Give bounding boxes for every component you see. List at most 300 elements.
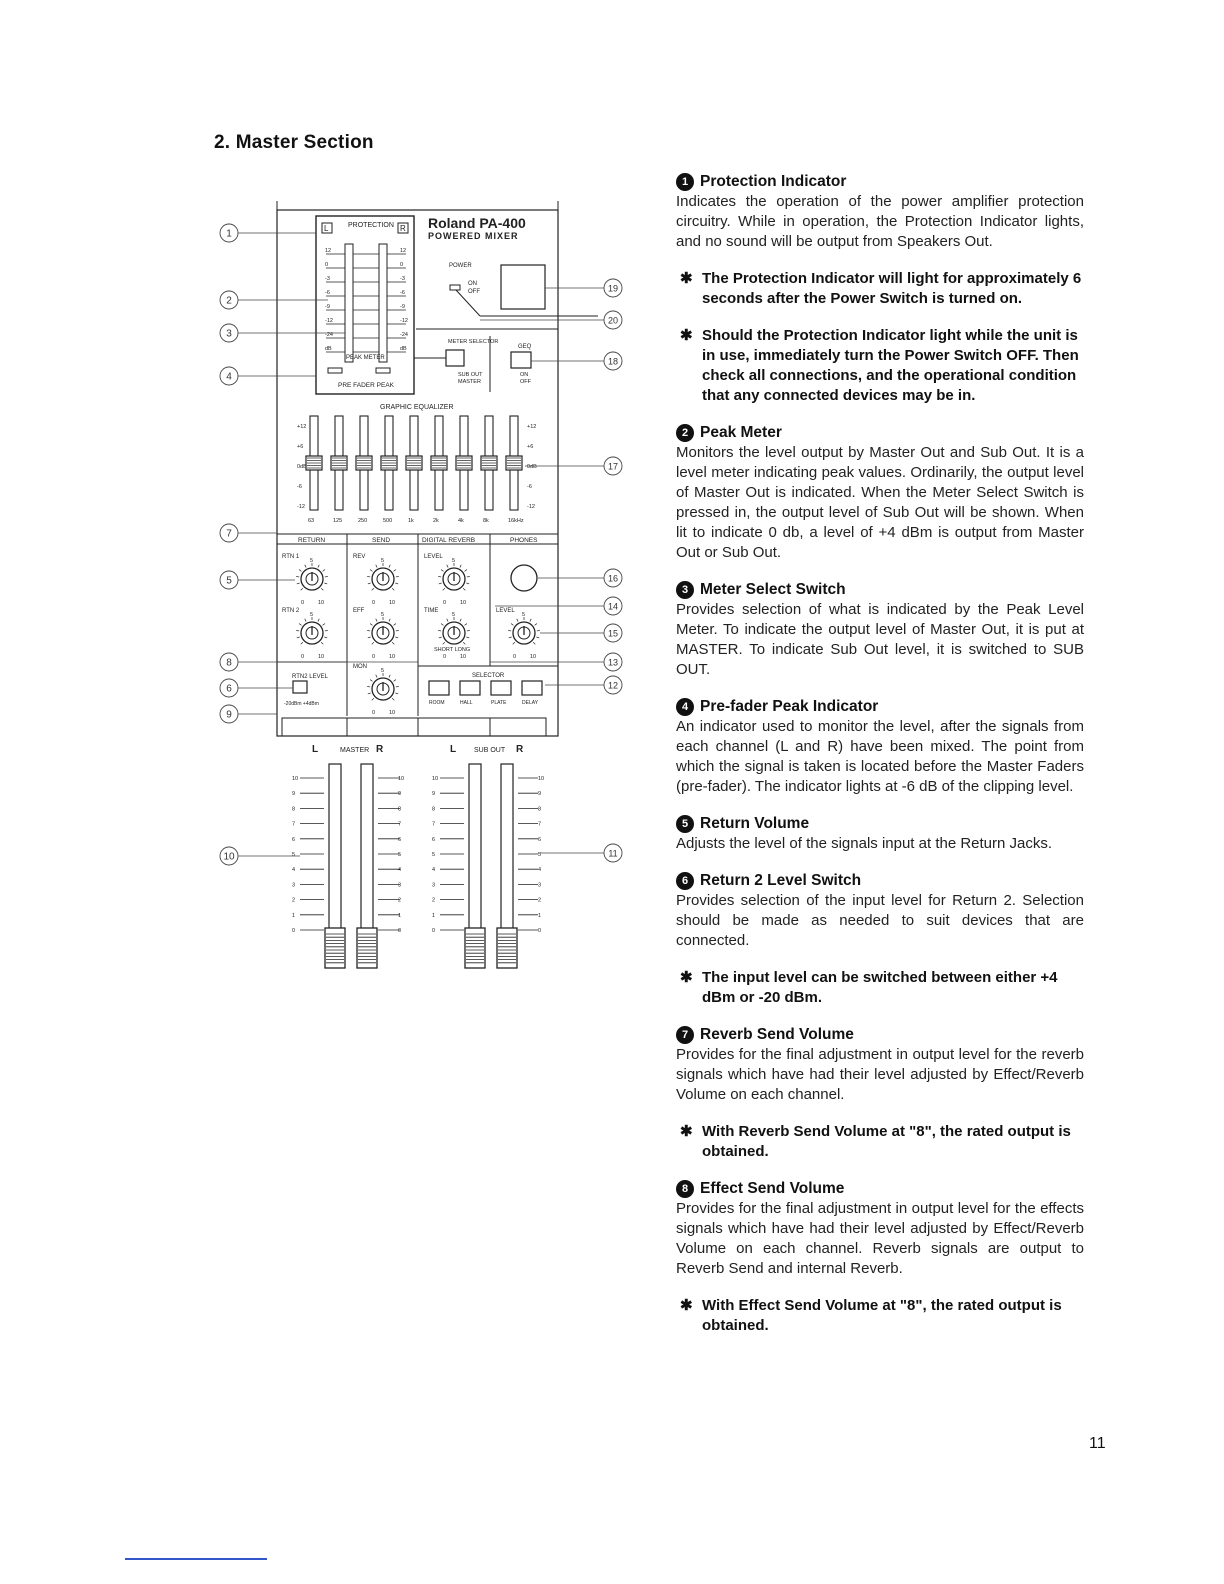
knob-min-label: 0 [443, 600, 447, 606]
meter-scale-label: -6 [325, 290, 330, 296]
section-number-badge: 8 [676, 1180, 694, 1198]
section-note [676, 269, 1084, 309]
knob-tick [376, 619, 377, 622]
selector-button-room[interactable] [429, 681, 449, 695]
knob-tick [370, 680, 372, 682]
callout-number: 8 [226, 657, 232, 669]
knob-min-label: 0 [513, 654, 517, 660]
knob-tick [392, 698, 394, 700]
knob-tick [509, 637, 512, 638]
knob-tick [368, 637, 371, 638]
fader-scale-label: 0 [292, 928, 296, 934]
knob-tick [389, 565, 390, 568]
callout-number: 16 [607, 573, 619, 584]
asterisk-icon: ✱ [680, 969, 693, 986]
fader-scale-label: 10 [398, 776, 405, 782]
knob-max-label: 10 [389, 710, 396, 716]
fader-scale-label: 3 [398, 882, 402, 889]
knob-mid-label: 5 [310, 558, 314, 564]
eq-frequency-label: 4k [458, 518, 464, 524]
knob-tick [297, 583, 300, 584]
section-1 [676, 172, 1084, 252]
knob-tick [318, 619, 319, 622]
meter-scale-label: 12 [400, 248, 407, 254]
note-text: With Reverb Send Volume at "8", the rated output is obtained. [702, 1123, 1071, 1160]
note-text: With Effect Send Volume at "8", the rated output is obtained. [702, 1297, 1062, 1334]
section-note [676, 1122, 1084, 1162]
callout-number: 10 [223, 851, 235, 863]
knob-max-label: 10 [530, 654, 537, 660]
eq-on-text: ON [520, 372, 529, 378]
section-2 [676, 423, 1084, 563]
knob-tick [376, 675, 377, 678]
callout-number: 12 [607, 680, 619, 691]
power-label: POWER [449, 263, 472, 269]
protection-L-text: L [324, 224, 329, 233]
meter-selector-label: METER SELECTOR [448, 339, 499, 345]
knob-tick [513, 642, 515, 644]
send-header: SEND [372, 537, 391, 544]
knob-tick [465, 570, 467, 572]
fader-scale-label: 5 [292, 852, 296, 858]
knob-tick [297, 637, 300, 638]
fader-scale-label: 0 [538, 928, 542, 934]
fader-scale-label: 10 [538, 776, 545, 782]
fader-scale-label: 1 [432, 912, 436, 919]
asterisk-icon: ✱ [680, 1123, 693, 1140]
graphic-eq-label: GRAPHIC EQUALIZER [380, 404, 454, 411]
knob-tick [305, 619, 306, 622]
master-fader-L-track [329, 764, 341, 936]
fader-scale-label: 10 [292, 776, 299, 782]
knob-min-label: 0 [443, 654, 447, 660]
note-text: Should the Protection Indicator light while the unit is in use, immediately turn the Power Switch OFF. Then check all connections, and the operational condition that any connected devices may be in. [702, 327, 1079, 404]
section-6 [676, 871, 1084, 951]
rtn2-level-switch[interactable] [293, 681, 307, 693]
callout-number: 2 [226, 295, 232, 307]
knob-tick [460, 565, 461, 568]
fader-scale-label: 8 [398, 806, 402, 813]
meter-column-R [379, 244, 387, 362]
fader-scale-label: 9 [292, 791, 296, 798]
fader-scale-label: 8 [538, 806, 542, 813]
selector-option-label: PLATE [491, 700, 507, 706]
section-title: Return 2 Level Switch [700, 872, 862, 889]
section-body: Provides selection of what is indicated by the Peak Level Meter. To indicate the output level of Master Out, it is put at MASTER. To indicate Sub Out level, it is switched to SUB OUT. [676, 601, 1084, 678]
fader-scale-label: 4 [538, 867, 542, 874]
eff-label: EFF [353, 608, 365, 614]
eq-scale-label: 0dB [297, 464, 307, 470]
fader-scale-label: 10 [432, 776, 439, 782]
knob-min-label: 0 [301, 654, 305, 660]
master-section-panel-diagram [200, 196, 640, 976]
knob-tick [368, 583, 371, 584]
fader-scale-label: 5 [398, 852, 402, 858]
callout-number: 9 [226, 709, 232, 721]
knob-tick [372, 642, 374, 644]
fader-scale-label: 9 [398, 791, 402, 798]
peak-meter-label: PEAK METER [346, 355, 385, 361]
eq-frequency-label: 1k [408, 518, 414, 524]
section-number-badge: 5 [676, 815, 694, 833]
brand-logo: Roland PA-400 [428, 215, 526, 231]
callout-number: 13 [607, 657, 619, 668]
meter-scale-label: -24 [325, 332, 333, 338]
knob-min-label: 0 [372, 600, 376, 606]
knob-min-label: 0 [372, 710, 376, 716]
fader-scale-label: 4 [432, 867, 436, 874]
meter-scale-label: dB [400, 346, 407, 352]
section-title: Pre-fader Peak Indicator [700, 698, 879, 715]
section-note [676, 968, 1084, 1008]
mon-label: MON [353, 664, 367, 670]
fader-scale-label: 0 [432, 928, 436, 934]
knob-tick [439, 583, 442, 584]
meter-scale-label: -9 [325, 304, 330, 310]
section-body: Provides for the final adjustment in output level for the effects signals which have had their level adjusted by Effect/Reverb Volume on each channel. Reverb signals are output to Reverb Send and internal Reverb. [676, 1200, 1084, 1277]
knob-tick [323, 624, 325, 626]
eq-switch-label: GEQ [518, 344, 532, 350]
fader-scale-label: 8 [292, 806, 296, 813]
eq-scale-label: -6 [527, 484, 532, 490]
time-label: TIME [424, 608, 439, 614]
master-fader-L-text: L [312, 744, 319, 755]
master-and-sub-faders [292, 764, 544, 968]
knob-tick [318, 565, 319, 568]
section-4 [676, 697, 1084, 797]
fader-scale-label: 2 [538, 897, 542, 904]
phones-header: PHONES [510, 537, 538, 544]
meter-scale-label: 12 [325, 248, 332, 254]
knob-tick [301, 588, 303, 590]
level-label: LEVEL [424, 554, 443, 560]
callout-number: 17 [607, 461, 619, 472]
section-title: Reverb Send Volume [700, 1026, 854, 1043]
knob-max-label: 10 [460, 654, 467, 660]
knob-tick [466, 637, 469, 638]
knob-tick [439, 637, 442, 638]
fader-scale-label: 3 [432, 882, 436, 889]
asterisk-icon: ✱ [680, 327, 693, 344]
knob-tick [392, 588, 394, 590]
meter-column-L [345, 244, 353, 362]
fader-scale-label: 8 [432, 806, 436, 813]
footer-rule [125, 1558, 267, 1560]
section-7 [676, 1025, 1084, 1105]
knob-tick [376, 565, 377, 568]
section-8 [676, 1179, 1084, 1279]
meter-scale-label: dB [325, 346, 332, 352]
selector-button-delay[interactable] [522, 681, 542, 695]
knob-max-label: 10 [318, 654, 325, 660]
section-body: Indicates the operation of the power amplifier protection circuitry. While in operation, the Protection Indicator lights, and no sound will be output from Speakers Out. [676, 193, 1084, 250]
rev-label: REV [353, 554, 366, 560]
sub-fader-L-text: L [450, 744, 457, 755]
eq-switch[interactable] [511, 352, 531, 368]
eq-scale-label: +12 [527, 424, 537, 430]
knob-tick [463, 588, 465, 590]
sub-out-switch-text: SUB OUT [458, 372, 483, 378]
digital-reverb-header: DIGITAL REVERB [422, 537, 476, 544]
section-heading [676, 172, 1084, 192]
knob-tick [443, 642, 445, 644]
page-title: 2. Master Section [214, 132, 374, 153]
selector-button-plate[interactable] [491, 681, 511, 695]
reverb-selector-buttons [429, 681, 542, 706]
meter-select-switch[interactable] [446, 350, 464, 366]
callout-number: 19 [607, 283, 619, 294]
eq-frequency-label: 250 [358, 518, 368, 524]
meter-scale-label: -12 [325, 318, 333, 324]
knob-tick [392, 642, 394, 644]
section-number-badge: 3 [676, 581, 694, 599]
description-column [676, 172, 1084, 1353]
knob-tick [324, 583, 327, 584]
section-title: Peak Meter [700, 424, 782, 441]
sub-out-fader-label: SUB OUT [474, 747, 506, 754]
brand-sub: POWERED MIXER [428, 231, 519, 241]
knob-tick [389, 619, 390, 622]
fader-scale-label: 2 [432, 897, 436, 904]
knob-tick [389, 675, 390, 678]
knob-tick [324, 637, 327, 638]
knob-mid-label: 5 [452, 612, 456, 618]
asterisk-icon: ✱ [680, 1297, 693, 1314]
knob-tick [394, 680, 396, 682]
eq-off-text: OFF [520, 379, 531, 385]
section-title: Return Volume [700, 815, 810, 832]
knob-tick [443, 588, 445, 590]
meter-scale-label: -6 [400, 290, 405, 296]
meter-scale-label: -3 [400, 276, 405, 282]
fader-scale-label: 2 [292, 897, 296, 904]
knob-min-label: 0 [372, 654, 376, 660]
knob-tick [511, 624, 513, 626]
return-header: RETURN [298, 537, 326, 544]
knob-tick [394, 570, 396, 572]
callout-number: 11 [608, 848, 618, 859]
meter-scale-label: -24 [400, 332, 408, 338]
knob-tick [533, 642, 535, 644]
section-body: An indicator used to monitor the level, after the signals from each channel (L and R) have been mixed. The point from which the signal is taken is located before the Master Faders (pre-fader). The indicator lights at -6 dB of the clipping level. [676, 718, 1084, 795]
power-on-text: ON [468, 281, 477, 287]
callout-number: 15 [607, 628, 619, 639]
knob-tick [301, 642, 303, 644]
eq-scale-label: 0dB [527, 464, 537, 470]
section-note [676, 1296, 1084, 1336]
knob-tick [535, 624, 537, 626]
fader-scale-label: 5 [538, 852, 542, 858]
section-body: Provides for the final adjustment in output level for the reverb signals which have had their level adjusted by Effect/Reverb Volume on each channel. [676, 1046, 1084, 1103]
rtn2-level-label: RTN2 LEVEL [292, 674, 328, 680]
selector-option-label: ROOM [429, 700, 445, 706]
knob-tick [372, 588, 374, 590]
section-note [676, 326, 1084, 406]
fader-scale-label: 1 [538, 912, 542, 919]
section-number-badge: 1 [676, 173, 694, 191]
section-body: Adjusts the level of the signals input at the Return Jacks. [676, 835, 1053, 852]
section-heading [676, 814, 1084, 834]
protection-R-text: R [400, 224, 406, 233]
master-fader-label: MASTER [340, 747, 370, 754]
knob-tick [321, 642, 323, 644]
page-number: 11 [1089, 1435, 1106, 1452]
meter-scale-label: -3 [325, 276, 330, 282]
bottom-label-strip [282, 718, 546, 736]
knob-tick [368, 693, 371, 694]
section-number-badge: 7 [676, 1026, 694, 1044]
knob-tick [323, 570, 325, 572]
knob-mid-label: 5 [522, 612, 526, 618]
protection-label: PROTECTION [348, 222, 394, 229]
fader-scale-label: 1 [398, 912, 402, 919]
knob-tick [299, 570, 301, 572]
eq-scale-label: -6 [297, 484, 302, 490]
selector-option-label: HALL [460, 700, 473, 706]
knob-tick [372, 698, 374, 700]
knob-tick [447, 565, 448, 568]
knob-mid-label: 5 [381, 558, 385, 564]
fader-scale-label: 7 [432, 821, 436, 828]
selector-label: SELECTOR [472, 673, 505, 679]
meter-scale-label: 0 [400, 262, 404, 268]
knob-tick [530, 619, 531, 622]
meter-ticks [325, 248, 408, 352]
section-body: Provides selection of the input level for Return 2. Selection should be made as needed to suit devices that are connected. [676, 892, 1084, 949]
phones-jack[interactable] [511, 565, 537, 591]
callout-number: 4 [226, 371, 232, 383]
knob-max-label: 10 [389, 654, 396, 660]
knob-tick [460, 619, 461, 622]
phones-level-label: LEVEL [496, 608, 515, 614]
selector-button-hall[interactable] [460, 681, 480, 695]
knob-tick [517, 619, 518, 622]
rtn2-label: RTN 2 [282, 608, 300, 614]
callout-number: 3 [226, 328, 232, 340]
power-switch[interactable] [501, 265, 545, 309]
eq-scale-label: -12 [297, 504, 305, 510]
knob-tick [463, 642, 465, 644]
graphic-eq-sliders [297, 416, 537, 524]
knob-max-label: 10 [318, 600, 325, 606]
meter-scale-label: -9 [400, 304, 405, 310]
power-led [450, 285, 460, 290]
knob-tick [394, 624, 396, 626]
selector-option-label: DELAY [522, 700, 539, 706]
knob-mid-label: 5 [381, 668, 385, 674]
callout-number: 6 [226, 683, 232, 695]
fader-scale-label: 3 [292, 882, 296, 889]
callout-number: 5 [226, 575, 232, 587]
fader-scale-label: 7 [538, 821, 542, 828]
section-body: Monitors the level output by Master Out and Sub Out. It is a level meter indicating peak values. Ordinarily, the output level of Master Out is indicated. When the Meter Select Switch is pressed in, the output level of Sub Out will be shown. When lit to indicate 0 db, a level of +4 dBm is output from Master Out or Sub Out. [676, 444, 1084, 561]
pre-fader-peak-label: PRE FADER PEAK [338, 382, 394, 389]
fader-scale-label: 6 [292, 836, 296, 843]
fader-scale-label: 6 [538, 836, 542, 843]
master-fader-R-text: R [376, 744, 384, 755]
sub-out-fader-L-track [469, 764, 481, 936]
section-heading [676, 1025, 1084, 1045]
knob-max-label: 10 [389, 600, 396, 606]
callout-number: 20 [607, 315, 619, 326]
callout-number: 18 [607, 356, 619, 367]
note-text: The Protection Indicator will light for approximately 6 seconds after the Power Switch is turned on. [702, 270, 1082, 307]
knob-tick [441, 624, 443, 626]
knob-tick [305, 565, 306, 568]
eq-scale-label: -12 [527, 504, 535, 510]
section-number-badge: 6 [676, 872, 694, 890]
section-title: Protection Indicator [700, 173, 847, 190]
eq-scale-label: +6 [527, 444, 534, 450]
fader-scale-label: 2 [398, 897, 402, 904]
fader-scale-label: 3 [538, 882, 542, 889]
master-switch-text: MASTER [458, 379, 481, 385]
rtn1-label: RTN 1 [282, 554, 300, 560]
master-fader-R-track [361, 764, 373, 936]
eq-frequency-label: 2k [433, 518, 439, 524]
rtn2-level-options: -20dBm +4dBm [284, 701, 319, 707]
knob-mid-label: 5 [452, 558, 456, 564]
fader-scale-label: 0 [398, 928, 402, 934]
fader-scale-label: 9 [538, 791, 542, 798]
fader-scale-label: 5 [432, 852, 436, 858]
eq-frequency-label: 63 [308, 518, 315, 524]
section-5 [676, 814, 1084, 854]
section-title: Effect Send Volume [700, 1180, 845, 1197]
eq-frequency-label: 500 [383, 518, 393, 524]
section-heading [676, 871, 1084, 891]
knob-tick [370, 624, 372, 626]
section-heading [676, 697, 1084, 717]
knob-tick [441, 570, 443, 572]
fader-scale-label: 7 [398, 821, 402, 828]
section-heading [676, 1179, 1084, 1199]
fader-scale-label: 1 [292, 912, 296, 919]
knob-tick [321, 588, 323, 590]
sub-out-fader-R-track [501, 764, 513, 936]
eq-scale-label: +12 [297, 424, 307, 430]
fader-scale-label: 7 [292, 821, 296, 828]
knob-tick [299, 624, 301, 626]
fader-scale-label: 4 [398, 867, 402, 874]
section-3 [676, 580, 1084, 680]
meter-scale-label: 0 [325, 262, 329, 268]
eq-frequency-label: 125 [333, 518, 343, 524]
knob-tick [465, 624, 467, 626]
note-text: The input level can be switched between either +4 dBm or -20 dBm. [702, 969, 1058, 1006]
callout-number: 14 [607, 601, 619, 612]
pre-fader-peak-led-L [328, 368, 342, 373]
eq-scale-label: +6 [297, 444, 304, 450]
sub-fader-R-text: R [516, 744, 524, 755]
fader-scale-label: 6 [398, 836, 402, 843]
meter-scale-label: -12 [400, 318, 408, 324]
fader-scale-label: 9 [432, 791, 436, 798]
knob-mid-label: 5 [310, 612, 314, 618]
section-heading [676, 580, 1084, 600]
section-heading [676, 423, 1084, 443]
section-number-badge: 4 [676, 698, 694, 716]
callout-number: 1 [226, 228, 232, 240]
knob-max-label: 10 [460, 600, 467, 606]
power-off-text: OFF [468, 289, 480, 295]
section-title: Meter Select Switch [700, 581, 846, 598]
knob-tick [466, 583, 469, 584]
eq-frequency-label: 8k [483, 518, 489, 524]
knob-mid-label: 5 [381, 612, 385, 618]
callout-number: 7 [226, 528, 232, 540]
section-number-badge: 2 [676, 424, 694, 442]
